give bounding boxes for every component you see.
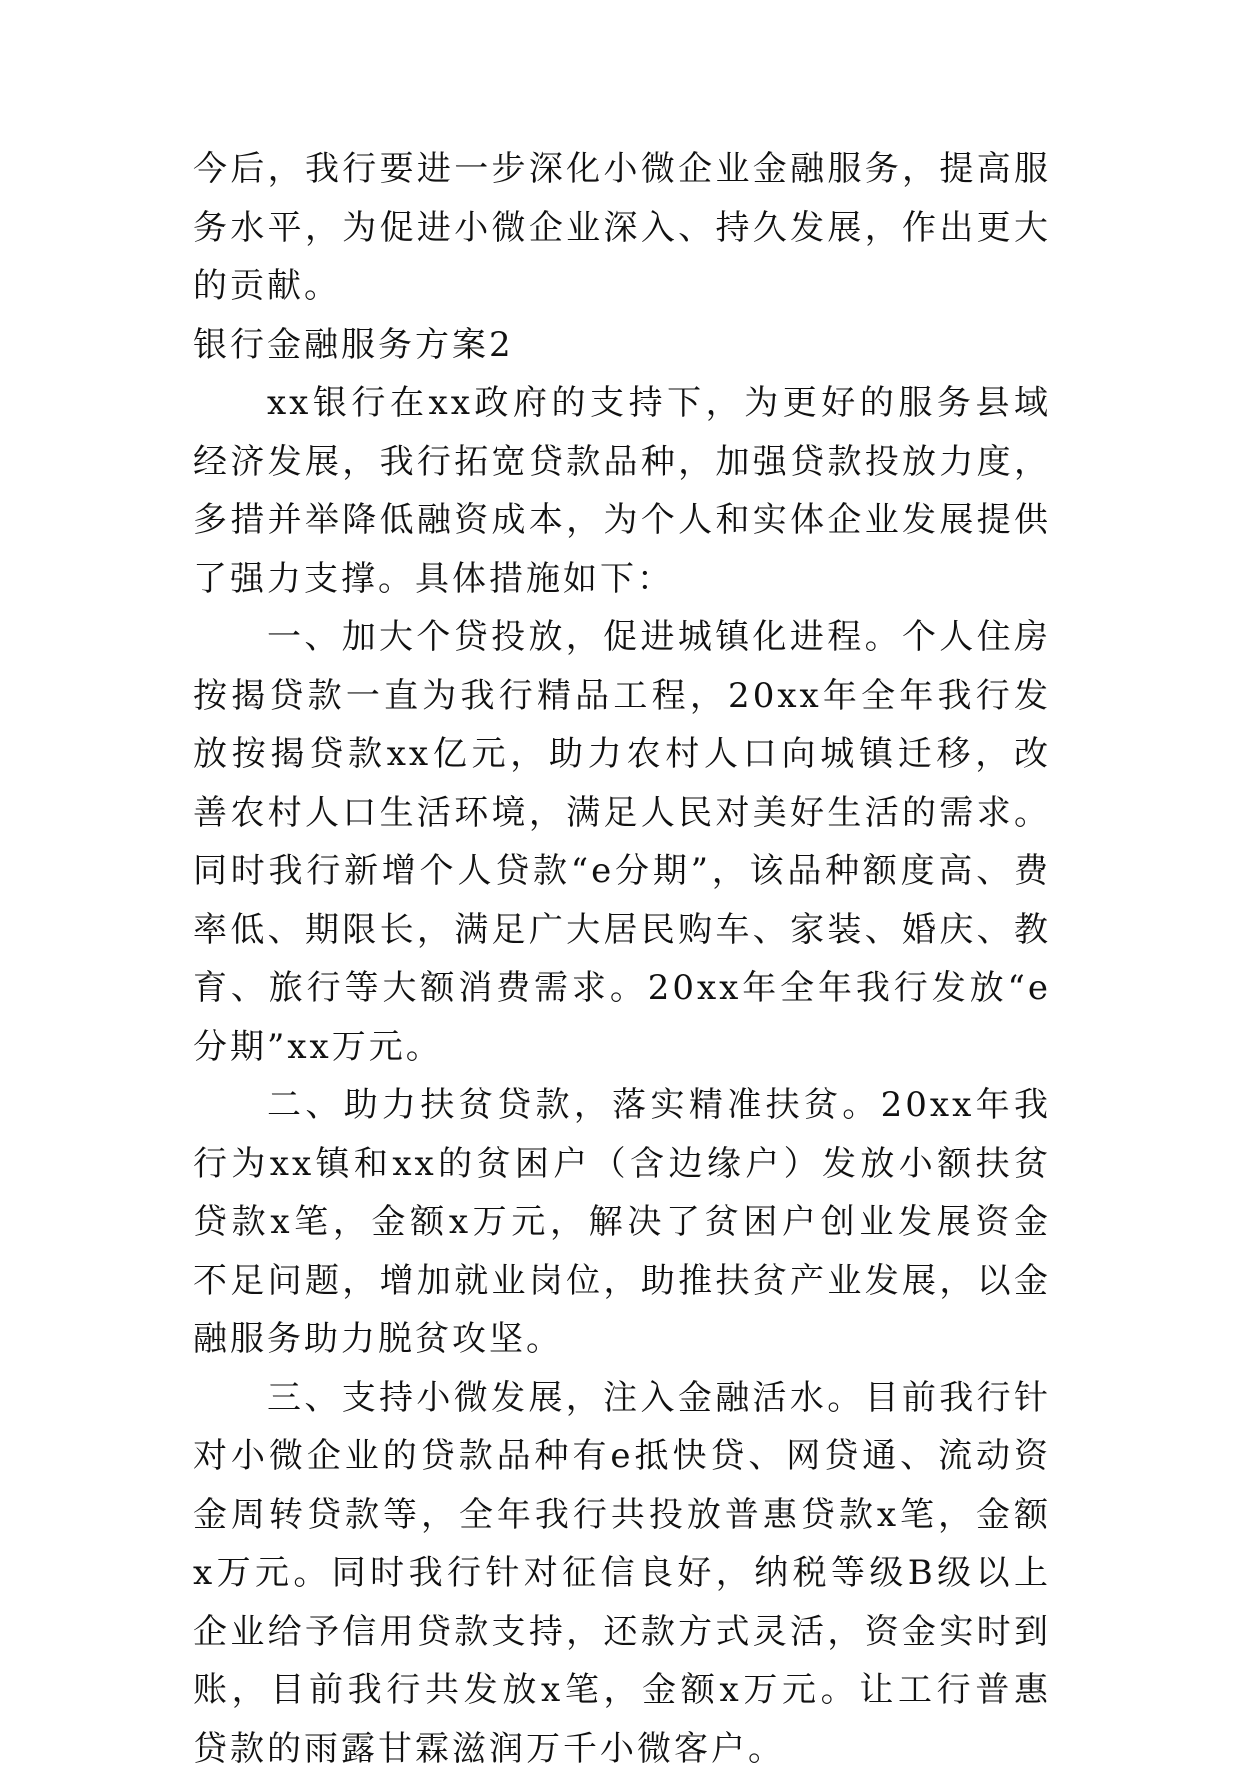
paragraph-measure-2: 二、助力扶贫贷款，落实精准扶贫。20xx年我行为xx镇和xx的贫困户（含边缘户）发放小额扶贫贷款x笔，金额x万元，解决了贫困户创业发展资金不足问题，增加就业岗位，助推扶贫产业发展，以金融服务助力脱贫攻坚。: [193, 1076, 1051, 1369]
paragraph-intro: xx银行在xx政府的支持下，为更好的服务县域经济发展，我行拓宽贷款品种，加强贷款投放力度，多措并举降低融资成本，为个人和实体企业发展提供了强力支撑。具体措施如下：: [193, 374, 1051, 608]
document-body: [193, 140, 1051, 1778]
paragraph-conclusion: 今后，我行要进一步深化小微企业金融服务，提高服务水平，为促进小微企业深入、持久发展，作出更大的贡献。: [193, 140, 1051, 316]
paragraph-measure-1: 一、加大个贷投放，促进城镇化进程。个人住房按揭贷款一直为我行精品工程，20xx年全年我行发放按揭贷款xx亿元，助力农村人口向城镇迁移，改善农村人口生活环境，满足人民对美好生活的需求。同时我行新增个人贷款“e分期”，该品种额度高、费率低、期限长，满足广大居民购车、家装、婚庆、教育、旅行等大额消费需求。20xx年全年我行发放“e分期”xx万元。: [193, 608, 1051, 1076]
paragraph-measure-3: 三、支持小微发展，注入金融活水。目前我行针对小微企业的贷款品种有e抵快贷、网贷通、流动资金周转贷款等，全年我行共投放普惠贷款x笔，金额x万元。同时我行针对征信良好，纳税等级B级以上企业给予信用贷款支持，还款方式灵活，资金实时到账，目前我行共发放x笔，金额x万元。让工行普惠贷款的雨露甘霖滋润万千小微客户。: [193, 1369, 1051, 1778]
section-heading: 银行金融服务方案2: [193, 316, 1051, 375]
